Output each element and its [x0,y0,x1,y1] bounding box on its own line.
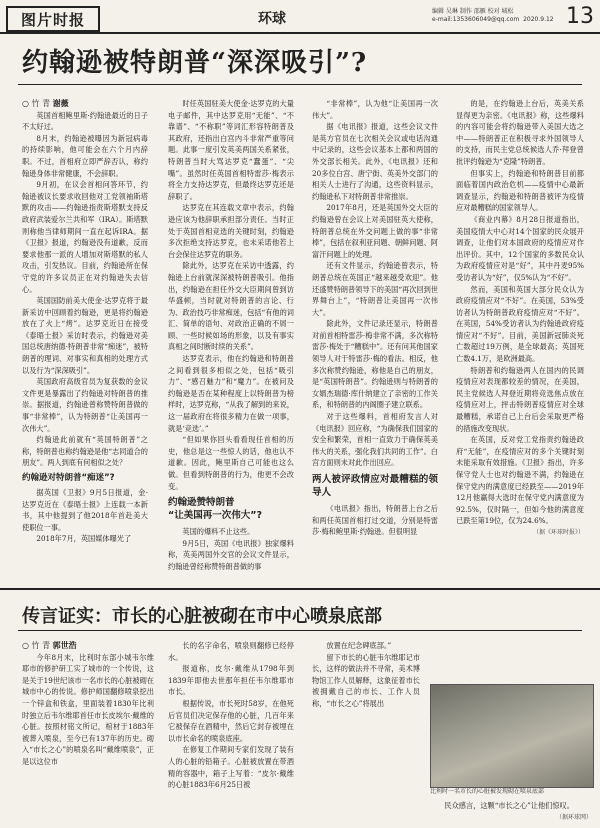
article1-col3 [312,98,438,576]
article1-col4-body [456,98,584,527]
header-meta [432,8,554,24]
article1-col1-body [22,110,148,469]
paragraph: 约翰逊此前就有“英国特朗普”之称，特朗普也称约翰逊是他“志同道合的朋友”。两人到底有何相似之处？ [22,435,148,468]
article2-source-note: （据环球网） [555,813,592,821]
article1-subhead-1: 约翰逊对特朗普“痴迷”? [22,473,115,483]
article1-col2-body [168,98,294,492]
paragraph: 《商业内幕》8月28日报道指出，美国疫情大中心对14个国家的民众展开调查，让他们对本国政府的疫情应对作出评价。其中，12个国家的多数民众认为政府疫情应对是“好”，其中丹麦95%受访者认为“好”，仅5%认为“不好”。 [456,214,584,282]
article1-col3-body [312,98,438,469]
article2-headline: 传言证实：市长的心脏被砌在市中心喷泉底部 [22,606,382,627]
article1-subhead-2: 约翰逊赞特朗普 “让美国再一次伟大”? [168,497,262,522]
heart-box-photo [430,684,594,788]
article1-col2 [168,98,294,576]
article1-col1-body-b [22,487,148,545]
photo-caption [430,788,592,796]
article1-col1 [22,98,148,576]
article1-source-note: （据《环球时报》） [532,528,584,536]
paragraph: 《电讯报》指出，特朗普上台之后和两任英国首相打过交道，分别是特雷莎·梅和鲍里斯·约翰逊。但很明显 [312,504,438,537]
paragraph: 的是，在约翰逊上台后，英美关系显得更为亲密。《电讯报》称，这些爆料的内容可能会将约翰逊带入美国大选之中——特朗普正在积极寻求外国领导人的支持，而民主党总统候选人乔·拜登曾批评约翰逊为“克隆”特朗普。 [456,99,584,166]
article1-subhead-3: 两人被评政情应对最糟糕的领导人 [312,474,438,498]
issue-date: 2020.9.12 [523,16,554,23]
paragraph: 据《电讯报》报道，这些会议文件是英方官员在七次相关会议或电话沟通中记录的，这些会议基本上都和两国的外交部长相关。此外，《电讯报》还和20多位白宫、唐宁街、英美外交部门的相关人士进行了沟通，这些资料显示，约翰逊私下对特朗普非常推崇。 [312,122,438,201]
paragraph: 特朗普和约翰逊两人在国内的民调疫情应对表现都较差的情况，在美国，民主党候选人拜登近期将竞选焦点放在疫情应对上，抨击特朗普疫情应对全球最糟糕，承诺自己上台后会采取更严格的措施改变现状。 [456,365,584,433]
byline2-label: ○ 竹 青 [22,641,51,650]
paragraph: 8月末，约翰逊被曝因为新冠病毒的持续影响，他可能会在六个月内辞职。不过，首相府立即严辞否认，称约翰逊身体非常健康，不会辞职。 [22,133,148,178]
article2-col4 [430,800,592,826]
paragraph: 还有文件显示，约翰逊曾表示，特朗普总统在英国正“越来越受欢迎”。他还盛赞特朗普领导下的美国“再次回到世界舞台上”，“特朗普让美国再一次伟大”。 [312,261,438,317]
masthead-logo-text: 图片时报 [20,10,85,29]
article1-byline [22,98,148,110]
paragraph: 放置在纪念碑底部。” [326,641,392,650]
paragraph: 除此外，达罗克在采访中透露，约翰逊上台前就深深被特朗普吸引。他指出，约翰逊在担任外交大臣期间曾到访华盛顿，当时就对特朗普的言论、行为、政治技巧非常痴迷，包括“有他的词汇、简单的语句、对政治正确的不屑一顾、一些时候如场的形象，以及有事实真相之间时断时续的关系”。 [168,261,294,352]
paragraph: 据英国《卫报》9月5日报道，金·达罗克近在《泰晤士报》上连载一本新书，其中他提到了他2018年首赴美大使职位一事。 [22,488,148,532]
editor-line: 编辑 吴琳 制作 邵雁 校对 城松 [432,8,514,15]
paragraph: 对于这些爆料，首相府发言人对《电讯报》回应称，“为确保我们国家的安全和繁荣，首相一直致力于确保英美伟大的关系，强化我们共同的工作”。白宫方面则未对此作出回应。 [312,412,438,468]
paragraph: 英国政府高级官员为复获数的金议文件更是暴露出了约翰逊对特朗普的推崇。据报道，约翰逊曾称赞特朗普做的事“非常棒”，认为特朗普“让美国再一次伟大”。 [22,377,148,433]
paragraph: 但事实上，约翰逊和特朗普目前都面临着国内政治危机——疫情中心最新调查显示，约翰逊和特朗普被评为疫情应对最糟糕的国家领导人。 [456,168,584,213]
paragraph: 英国国防前美大使金·达罗克将于最新采访中回顾着约翰逊，更是将约翰逊放在了火上“烤”。达罗克近日在接受《泰晤士报》采访时表示，约翰逊对美国总统唐纳德·特朗普非常“痴迷”，被特朗普的理词、对事实和真相的处理方式以及行为“深深吸引”。 [22,296,148,375]
paragraph: 2018年7月，英国媒体曝光了 [36,534,132,544]
article2-col3-body [312,640,420,710]
byline-label: ○ 竹 青 [22,99,51,108]
article2-col3 [312,640,420,826]
header-rule [0,32,600,34]
paragraph: 英国首相鲍里斯·约翰逊最近的日子不太好过。 [22,110,148,132]
paragraph: 留下市长的心脏韦尔维耶记市长，这样的做法并不寻常，美术博物馆工作人员解释，这象征着市长被拥戴自己的市长、工作人员称，“市长之心”将展出 [312,652,420,708]
paragraph: 9月初，在议会首相问答环节，约翰逊被议长要求收回他对工党领袖斯塔默的攻击——约翰逊指责斯塔默支持反政府武装爱尔兰共和军（IRA）。斯塔默则称他当律师期间一直在起诉IRA。据《卫报》报道，约翰逊没有道歉，反而要求他那一派的人增加对斯塔默的私人攻击，引发热议。目前，约翰逊所在保守党的许多议员正在对约翰逊失去信心。 [22,180,148,294]
article2-col1-body [22,652,154,768]
paragraph: 英国的爆料不止这些。 [182,527,255,537]
paragraph: 达罗克表示，他在约翰逊和特朗普之间看到很多相似之处，包括“吸引力”、“感召魅力”和“魔力”。在被问及约翰逊是否在某种程度上以特朗普为榜样时，达罗克称，“从我了解到的来说，这一届政府在将很多精力在做一项事，就是‘竞选’。” [168,354,294,433]
article1-headline: 约翰逊被特朗普“深深吸引”? [22,48,368,78]
section-title: 环球 [258,11,286,27]
article2-col1 [22,640,154,826]
email-text: e-mail:1353606049@qq.com [432,16,520,23]
article1-col2-body-b [168,526,294,572]
article1-col3-body-b [312,503,438,538]
article-divider [0,588,600,590]
article2-byline [22,640,154,652]
article2-col4-body [430,800,592,812]
paragraph: 在英国，反对党工党指责约翰逊政府“无能”，在疫情应对的多个关键时刻未能采取有效措施。《卫报》指出，许多保守党人士也对约翰逊不满，约翰逊在保守党内的满意度已经跌至——2019年12月他赢得大选时在保守党内满意度为92.5%，仅时隔一，但如今他的满意度已跌至第19位，仅为24.6%。 [456,435,584,526]
headline2-rule [18,630,582,631]
paragraph: 今年8月末，比利时东部小城韦尔维耶市的修护研工实了城市的一个传说，这是关于19世纪该市一名市长的心脏被砌在城市中心的传说。修护师国翻修喷泉挖出一个锌盒和铁盒，里面装着1830年比利时独立后韦尔维耶首任市长皮埃尔·戴维的心脏。按照材铭文所记，棺材于1883年被葬入喷泉，至今已有137年的历史。砌入“市长之心”的喷泉名叫“戴维喷泉”，正是以这位市 [22,652,154,766]
paragraph: 9月5日，英国《电讯报》独家爆料称，英美两国外交官的会议文件显示，约翰逊曾经称赞特朗普做的事 [168,538,294,571]
email-line [432,16,554,24]
masthead-logo [6,6,100,32]
paragraph: “但如果你回头看看现任首相的历史，他总是这一些惊人的话，他也认不道歉。因此，鲍里斯自己可能也这么做。但看到特朗普的行为，他更不会改变。 [168,435,294,491]
paragraph: 长的名字命名，喷泉则翻修已经停水。 [168,641,294,662]
paragraph: 根据传说，市长死时58岁，在他死后官员们决定保存他的心脏，几百年来它被保存在酒精中，然后它封存被埋在以市长命名的喷泉底座。 [168,698,294,743]
paragraph: 时任英国驻美大使金·达罗克的大量电子邮件，其中达罗克用“无能”、“不靠谱”、“不称职”等词汇形容特朗普及其政府，还指出白宫内斗非常严重等问题。此事一度引发英美两国关系紧张，特朗普当时大骂达罗克“蠢蛋”、“尖嘴”。虽然时任英国首相特雷莎·梅表示将全力支持达罗克，但最终达罗克还是辞职了。 [168,99,294,201]
paragraph: 在修复工作期间专家们发现了装有人的心脏的铅箱子。心脏被放置在带酒精的容器中，箱子上写着：“皮尔·戴维的心脏1883年6月25日被 [168,745,294,790]
byline2-name: 郭世浩 [52,641,77,650]
article2-col2-body [168,640,294,791]
article1-col4 [456,98,584,576]
paragraph: 达罗克在其连载文章中表示，约翰逊应该为他辞职承担部分责任。当时正处于英国首相竞选的关键时刻，约翰逊多次拒绝支持达罗克，也未采诺他若上台会保住达罗克的职务。 [168,203,294,259]
paragraph: 2017年8月，还是英国外交大臣的约翰逊曾在会议上对美国驻英大使称，特朗普总统在外交问题上做的事“非常棒”，包括在叙利亚问题、朝鲜问题、阿富汗问题上的处理。 [312,203,438,259]
paragraph: 除此外，文件记录还显示，特朗普对前首相特雷莎·梅非常不满，多次称特雷莎·梅处于“糟糕中”。还有问其他国家领导人对于特雷莎·梅的看法。相反，他多次称赞约翰逊，称他是自己的朋友，是“英国特朗普”。约翰逊则与特朗普的女婿杰瑞德·库什纳建立了亲密的工作关系，和特朗普的内阁圈子建立联系。 [312,319,438,410]
byline-name: 谢薇 [52,99,69,108]
article2-col2 [168,640,294,826]
page-number: 13 [566,4,594,29]
paragraph: 报道称，皮尔·戴维从1798年到1839年即他去世那年担任韦尔维耶市市长。 [168,664,294,697]
paragraph: “非常棒”，认为他“让美国再一次伟大”。 [312,99,438,120]
paragraph: 然而，美国和英国大部分民众认为政府疫情应对“不好”。在美国，53%受访者认为特朗普政府疫情应对“不好”。在英国，54%受访者认为约翰逊政府疫情应对“不好”。目前，美国新冠肺炎死亡数超过19万例，是全球最高；英国死亡数4.1万，是欧洲最高。 [456,284,584,364]
headline-rule [18,84,582,85]
paragraph: 民众感言，这颗“市长之心”让他们惊叹。 [444,801,574,810]
photo-caption-text: 比利时一名市长的心脏被发现砌在喷泉底部 [430,788,545,795]
